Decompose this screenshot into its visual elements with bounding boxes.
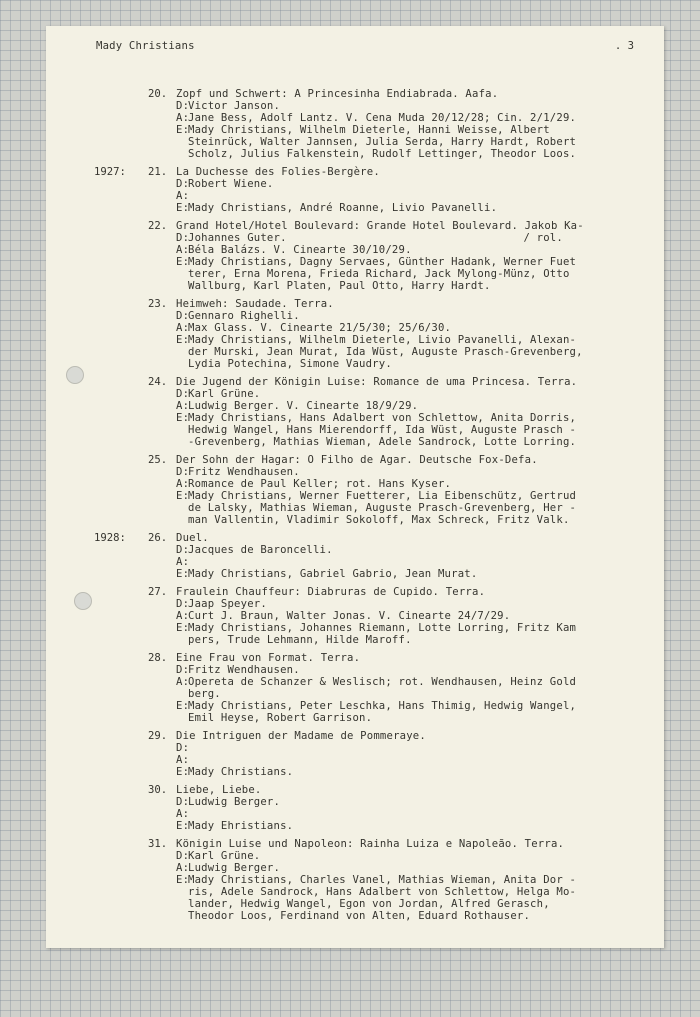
film-title: Zopf und Schwert: A Princesinha Endiabrada. Aafa. — [176, 88, 499, 100]
cast-line — [176, 820, 641, 832]
cast-line-text: Wallburg, Karl Platen, Paul Otto, Harry Hardt. — [188, 280, 491, 292]
film-entry — [46, 532, 664, 580]
role-label: E: — [176, 202, 190, 214]
director-line — [176, 796, 641, 808]
author-line — [176, 754, 641, 766]
author-line — [176, 556, 641, 568]
cast-line-text: Mady Christians, Werner Fuetterer, Lia Eibenschütz, Gertrud — [188, 490, 577, 502]
director-line — [176, 664, 641, 676]
role-label: D: — [176, 232, 190, 244]
role-label: A: — [176, 808, 190, 820]
film-title: Fraulein Chauffeur: Diabruras de Cupido. Terra. — [176, 586, 486, 598]
film-entry — [46, 586, 664, 646]
entry-body — [176, 652, 641, 724]
role-label: A: — [176, 610, 190, 622]
director-line — [176, 598, 641, 610]
film-entry — [46, 784, 664, 832]
author-line — [176, 244, 641, 256]
cast-line — [176, 202, 641, 214]
cast-line — [176, 424, 641, 436]
cast-line-text: lander, Hedwig Wangel, Egon von Jordan, Alfred Gerasch, — [188, 898, 550, 910]
director-line-text: Jacques de Baroncelli. — [188, 544, 333, 556]
director-line-text: Fritz Wendhausen. — [188, 466, 300, 478]
cast-line-text: Mady Christians, André Roanne, Livio Pavanelli. — [188, 202, 498, 214]
role-label: E: — [176, 766, 190, 778]
entry-number: 30. — [148, 784, 168, 796]
role-label: E: — [176, 622, 190, 634]
role-label: E: — [176, 256, 190, 268]
role-label: E: — [176, 124, 190, 136]
entry-body — [176, 730, 641, 778]
director-line — [176, 742, 641, 754]
film-entry — [46, 730, 664, 778]
cast-line-text: pers, Trude Lehmann, Hilde Maroff. — [188, 634, 412, 646]
director-line — [176, 466, 641, 478]
entry-body — [176, 298, 641, 370]
director-line-text: Karl Grüne. — [188, 850, 261, 862]
entry-number: 29. — [148, 730, 168, 742]
entry-body — [176, 838, 641, 922]
film-entry — [46, 88, 664, 160]
cast-line-text: Mady Christians, Johannes Riemann, Lotte Lorring, Fritz Kam — [188, 622, 577, 634]
director-line-text: Karl Grüne. — [188, 388, 261, 400]
film-title: Die Jugend der Königin Luise: Romance de uma Princesa. Terra. — [176, 376, 578, 388]
film-title: La Duchesse des Folies-Bergère. — [176, 166, 380, 178]
cast-line — [176, 268, 641, 280]
author-line — [176, 112, 641, 124]
director-line-text: Gennaro Righelli. — [188, 310, 300, 322]
entry-number: 22. — [148, 220, 168, 232]
role-label: D: — [176, 742, 190, 754]
cast-line — [176, 148, 641, 160]
director-line — [176, 544, 641, 556]
cast-line — [176, 898, 641, 910]
author-line-text: Romance de Paul Keller; rot. Hans Kyser. — [188, 478, 452, 490]
director-line-text: Fritz Wendhausen. — [188, 664, 300, 676]
cast-line — [176, 346, 641, 358]
cast-line — [176, 280, 641, 292]
film-entry — [46, 652, 664, 724]
entry-number: 20. — [148, 88, 168, 100]
cast-line — [176, 514, 641, 526]
cast-line-text: Mady Christians. — [188, 766, 294, 778]
cast-line — [176, 412, 641, 424]
cast-line — [176, 886, 641, 898]
cast-line-text: Mady Ehristians. — [188, 820, 294, 832]
cast-line — [176, 136, 641, 148]
film-title: Grand Hotel/Hotel Boulevard: Grande Hotel Boulevard. Jakob Ka- — [176, 220, 584, 232]
cast-line-text: Mady Christians, Wilhelm Dieterle, Livio Pavanelli, Alexan- — [188, 334, 577, 346]
cast-line-text: der Murski, Jean Murat, Ida Wüst, Auguste Prasch-Grevenberg, — [188, 346, 583, 358]
role-label: E: — [176, 334, 190, 346]
author-line — [176, 688, 641, 700]
cast-line-text: Mady Christians, Dagny Servaes, Günther Hadank, Werner Fuet — [188, 256, 577, 268]
role-label: E: — [176, 700, 190, 712]
film-title: Königin Luise und Napoleon: Rainha Luiza e Napoleão. Terra. — [176, 838, 565, 850]
entry-body — [176, 532, 641, 580]
header-author: Mady Christians — [96, 40, 195, 52]
director-line-text: Robert Wiene. — [188, 178, 274, 190]
director-line-text: Jaap Speyer. — [188, 598, 267, 610]
cast-line — [176, 568, 641, 580]
role-label: D: — [176, 796, 190, 808]
author-line — [176, 478, 641, 490]
cast-line-text: Steinrück, Walter Jannsen, Julia Serda, Harry Hardt, Robert — [188, 136, 577, 148]
author-line — [176, 610, 641, 622]
cast-line-text: ris, Adele Sandrock, Hans Adalbert von Schlettow, Helga Mo- — [188, 886, 577, 898]
entry-number: 24. — [148, 376, 168, 388]
entry-year: 1928: — [94, 532, 126, 544]
cast-line — [176, 910, 641, 922]
role-label: A: — [176, 478, 190, 490]
role-label: A: — [176, 322, 190, 334]
film-title: Heimweh: Saudade. Terra. — [176, 298, 334, 310]
role-label: D: — [176, 310, 190, 322]
entry-number: 23. — [148, 298, 168, 310]
entry-body — [176, 784, 641, 832]
cast-line-text: man Vallentin, Vladimir Sokoloff, Max Schreck, Fritz Valk. — [188, 514, 570, 526]
author-line-text: Max Glass. V. Cinearte 21/5/30; 25/6/30. — [188, 322, 452, 334]
entry-body — [176, 586, 641, 646]
film-title: Liebe, Liebe. — [176, 784, 262, 796]
author-line — [176, 322, 641, 334]
cast-line-text: Mady Christians, Peter Leschka, Hans Thimig, Hedwig Wangel, — [188, 700, 577, 712]
page-number: . 3 — [614, 40, 634, 52]
director-line — [176, 178, 641, 190]
film-title: Duel. — [176, 532, 209, 544]
cast-line — [176, 502, 641, 514]
author-line — [176, 190, 641, 202]
entry-body — [176, 454, 641, 526]
author-line — [176, 808, 641, 820]
director-line-text: Ludwig Berger. — [188, 796, 281, 808]
entry-number: 25. — [148, 454, 168, 466]
cast-line-text: Lydia Potechina, Simone Vaudry. — [188, 358, 392, 370]
director-line — [176, 310, 641, 322]
role-label: E: — [176, 874, 190, 886]
entry-number: 28. — [148, 652, 168, 664]
film-entry — [46, 166, 664, 214]
document-page — [46, 26, 664, 948]
film-title: Die Intriguen der Madame de Pommeraye. — [176, 730, 426, 742]
entry-body — [176, 376, 641, 448]
author-line — [176, 676, 641, 688]
cast-line-text: Theodor Loos, Ferdinand von Alten, Eduard Rothauser. — [188, 910, 531, 922]
entry-number: 26. — [148, 532, 168, 544]
role-label: A: — [176, 190, 190, 202]
role-label: A: — [176, 676, 190, 688]
cast-line — [176, 436, 641, 448]
film-entry — [46, 298, 664, 370]
role-label: D: — [176, 178, 190, 190]
entry-year: 1927: — [94, 166, 126, 178]
author-line-text: Ludwig Berger. — [188, 862, 281, 874]
cast-line — [176, 622, 641, 634]
film-entry — [46, 838, 664, 922]
role-label: A: — [176, 400, 190, 412]
role-label: A: — [176, 244, 190, 256]
filmography-list — [46, 88, 664, 928]
director-line-text: Johannes Guter. / rol. — [188, 232, 563, 244]
role-label: D: — [176, 388, 190, 400]
role-label: E: — [176, 568, 190, 580]
cast-line-text: Hedwig Wangel, Hans Mierendorff, Ida Wüst, Auguste Prasch - — [188, 424, 577, 436]
film-title: Der Sohn der Hagar: O Filho de Agar. Deutsche Fox-Defa. — [176, 454, 538, 466]
entry-body — [176, 166, 641, 214]
director-line — [176, 100, 641, 112]
role-label: D: — [176, 850, 190, 862]
director-line-text: Victor Janson. — [188, 100, 281, 112]
cast-line-text: Scholz, Julius Falkenstein, Rudolf Lettinger, Theodor Loos. — [188, 148, 577, 160]
author-line-text: Jane Bess, Adolf Lantz. V. Cena Muda 20/12/28; Cin. 2/1/29. — [188, 112, 577, 124]
role-label: A: — [176, 754, 190, 766]
director-line — [176, 388, 641, 400]
cast-line-text: Mady Christians, Wilhelm Dieterle, Hanni Weisse, Albert — [188, 124, 550, 136]
entry-number: 27. — [148, 586, 168, 598]
cast-line-text: -Grevenberg, Mathias Wieman, Adele Sandrock, Lotte Lorring. — [188, 436, 577, 448]
cast-line — [176, 358, 641, 370]
author-line-text: Ludwig Berger. V. Cinearte 18/9/29. — [188, 400, 419, 412]
role-label: D: — [176, 100, 190, 112]
author-line — [176, 400, 641, 412]
cast-line — [176, 874, 641, 886]
cast-line — [176, 700, 641, 712]
cast-line-text: Mady Christians, Hans Adalbert von Schlettow, Anita Dorris, — [188, 412, 577, 424]
entry-body — [176, 88, 641, 160]
role-label: A: — [176, 556, 190, 568]
film-entry — [46, 376, 664, 448]
cast-line-text: de Lalsky, Mathias Wieman, Auguste Prasch-Grevenberg, Her - — [188, 502, 577, 514]
role-label: D: — [176, 466, 190, 478]
cast-line — [176, 490, 641, 502]
role-label: D: — [176, 598, 190, 610]
cast-line — [176, 634, 641, 646]
entry-body — [176, 220, 641, 292]
author-line-text: berg. — [188, 688, 221, 700]
cast-line-text: Emil Heyse, Robert Garrison. — [188, 712, 373, 724]
entry-number: 31. — [148, 838, 168, 850]
role-label: E: — [176, 820, 190, 832]
film-title: Eine Frau von Format. Terra. — [176, 652, 361, 664]
role-label: A: — [176, 112, 190, 124]
cast-line — [176, 256, 641, 268]
entry-number: 21. — [148, 166, 168, 178]
role-label: E: — [176, 412, 190, 424]
director-line — [176, 232, 641, 244]
film-entry — [46, 220, 664, 292]
role-label: D: — [176, 544, 190, 556]
role-label: D: — [176, 664, 190, 676]
cast-line — [176, 766, 641, 778]
director-line — [176, 850, 641, 862]
film-entry — [46, 454, 664, 526]
cast-line — [176, 712, 641, 724]
cast-line — [176, 124, 641, 136]
cast-line-text: Mady Christians, Gabriel Gabrio, Jean Murat. — [188, 568, 478, 580]
author-line — [176, 862, 641, 874]
cast-line-text: terer, Erna Morena, Frieda Richard, Jack Mylong-Münz, Otto — [188, 268, 570, 280]
role-label: A: — [176, 862, 190, 874]
role-label: E: — [176, 490, 190, 502]
author-line-text: Béla Balázs. V. Cinearte 30/10/29. — [188, 244, 412, 256]
author-line-text: Opereta de Schanzer & Weslisch; rot. Wendhausen, Heinz Gold — [188, 676, 577, 688]
cast-line — [176, 334, 641, 346]
author-line-text: Curt J. Braun, Walter Jonas. V. Cinearte 24/7/29. — [188, 610, 511, 622]
cast-line-text: Mady Christians, Charles Vanel, Mathias Wieman, Anita Dor - — [188, 874, 577, 886]
